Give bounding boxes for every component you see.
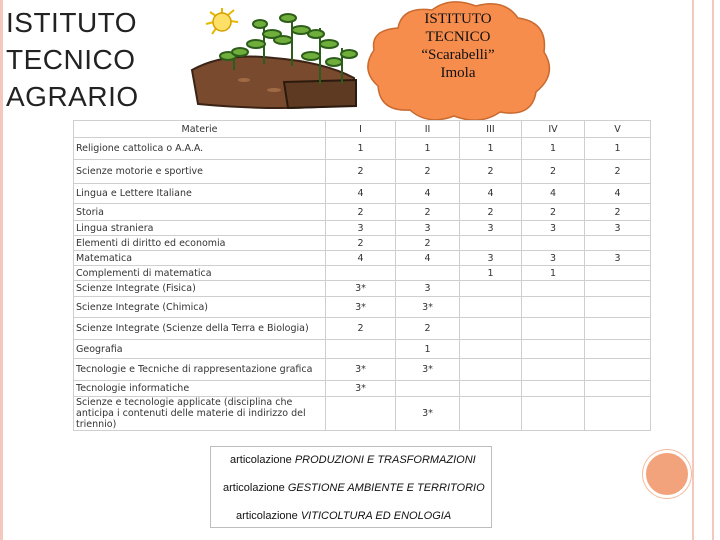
table-row (74, 204, 651, 221)
hours-cell (522, 397, 585, 431)
hours-cell: 4 (326, 251, 396, 266)
hours-cell (522, 359, 585, 381)
subjects-table (73, 120, 651, 431)
hours-cell: 2 (326, 204, 396, 221)
table-row (74, 184, 651, 204)
hours-cell: 2 (396, 236, 460, 251)
hours-cell: 3 (522, 221, 585, 236)
subject-name-cell: Complementi di matematica (74, 266, 326, 281)
subject-name-cell: Storia (74, 204, 326, 221)
hours-cell: 1 (522, 138, 585, 160)
hours-cell (585, 381, 651, 397)
subject-name-cell: Scienze e tecnologie applicate (disciplina che anticipa i contenuti delle materie di indirizzo del triennio) (74, 397, 326, 431)
hours-cell (396, 266, 460, 281)
hours-cell: 2 (396, 318, 460, 340)
subject-name-cell: Geografia (74, 340, 326, 359)
table-row (74, 221, 651, 236)
callout-line: ISTITUTO (424, 11, 492, 27)
table-row (74, 359, 651, 381)
hours-cell (460, 397, 522, 431)
hours-cell: 2 (585, 160, 651, 184)
subject-name-cell: Religione cattolica o A.A.A. (74, 138, 326, 160)
hours-cell: 1 (396, 138, 460, 160)
table-row (74, 236, 651, 251)
hours-cell: 2 (396, 160, 460, 184)
table-row (74, 318, 651, 340)
hours-cell: 4 (460, 184, 522, 204)
hours-cell: 3* (396, 297, 460, 318)
slide-title (6, 4, 139, 115)
hours-cell: 1 (326, 138, 396, 160)
column-header-year-1: I (326, 121, 396, 138)
hours-cell: 3 (326, 221, 396, 236)
subject-name-cell: Scienze Integrate (Fisica) (74, 281, 326, 297)
hours-cell: 3* (326, 359, 396, 381)
hours-cell: 4 (522, 184, 585, 204)
hours-cell: 3* (396, 359, 460, 381)
subject-name-cell: Matematica (74, 251, 326, 266)
hours-cell: 3 (460, 221, 522, 236)
column-header-year-4: IV (522, 121, 585, 138)
callout-line: Imola (440, 65, 476, 81)
hours-cell: 3 (585, 221, 651, 236)
table-row (74, 340, 651, 359)
hours-cell (585, 340, 651, 359)
hours-cell: 3* (326, 297, 396, 318)
hours-cell (326, 340, 396, 359)
hours-cell: 3* (326, 381, 396, 397)
hours-cell: 4 (396, 251, 460, 266)
callout-line: “Scarabelli” (421, 47, 495, 63)
table-row (74, 266, 651, 281)
hours-cell (460, 318, 522, 340)
hours-cell: 3 (585, 251, 651, 266)
table-row (74, 281, 651, 297)
hours-cell: 3 (396, 281, 460, 297)
articolazione-item (223, 482, 485, 494)
decorative-circle (643, 450, 691, 498)
hours-cell: 2 (326, 160, 396, 184)
hours-cell: 2 (585, 204, 651, 221)
hours-cell: 2 (460, 204, 522, 221)
hours-cell: 2 (522, 204, 585, 221)
hours-cell: 2 (396, 204, 460, 221)
subject-name-cell: Lingua straniera (74, 221, 326, 236)
articolazione-item (230, 454, 476, 466)
articolazione-name: VITICOLTURA ED ENOLOGIA (300, 510, 452, 522)
hours-cell: 4 (396, 184, 460, 204)
plants-and-sun-clipart (184, 0, 364, 112)
hours-cell (522, 236, 585, 251)
callout-line: TECNICO (425, 29, 491, 45)
hours-cell: 1 (522, 266, 585, 281)
hours-cell: 1 (460, 266, 522, 281)
table-row (74, 160, 651, 184)
slide-frame-left (0, 0, 3, 540)
hours-cell: 2 (460, 160, 522, 184)
hours-cell (585, 397, 651, 431)
hours-cell (585, 318, 651, 340)
hours-cell: 1 (585, 138, 651, 160)
hours-cell (460, 281, 522, 297)
hours-cell: 3 (396, 221, 460, 236)
subject-name-cell: Scienze motorie e sportive (74, 160, 326, 184)
hours-cell: 3 (522, 251, 585, 266)
table-header-row (74, 121, 651, 138)
subject-name-cell: Lingua e Lettere Italiane (74, 184, 326, 204)
articolazione-prefix: articolazione (236, 510, 298, 522)
slide-frame-right-outer (712, 0, 714, 540)
hours-cell (460, 297, 522, 318)
title-line: ISTITUTO (6, 7, 138, 38)
title-line: TECNICO (6, 44, 136, 75)
articolazione-item (236, 510, 451, 522)
hours-cell: 2 (326, 236, 396, 251)
hours-cell (522, 318, 585, 340)
hours-cell: 4 (585, 184, 651, 204)
callout-text (383, 10, 533, 82)
subject-name-cell: Scienze Integrate (Scienze della Terra e Biologia) (74, 318, 326, 340)
hours-cell: 1 (396, 340, 460, 359)
table-row (74, 251, 651, 266)
hours-cell: 4 (326, 184, 396, 204)
hours-cell (585, 236, 651, 251)
subject-name-cell: Tecnologie e Tecniche di rappresentazione grafica (74, 359, 326, 381)
hours-cell (585, 297, 651, 318)
table-row (74, 381, 651, 397)
subject-name-cell: Scienze Integrate (Chimica) (74, 297, 326, 318)
articolazione-name: PRODUZIONI E TRASFORMAZIONI (294, 454, 476, 466)
title-line: AGRARIO (6, 81, 139, 112)
column-header-year-2: II (396, 121, 460, 138)
hours-cell (396, 381, 460, 397)
hours-cell (585, 281, 651, 297)
hours-cell (522, 381, 585, 397)
table-row (74, 397, 651, 431)
column-header-year-5: V (585, 121, 651, 138)
hours-cell: 3 (460, 251, 522, 266)
hours-cell (460, 236, 522, 251)
hours-cell (522, 297, 585, 318)
articolazione-name: GESTIONE AMBIENTE E TERRITORIO (287, 482, 485, 494)
hours-cell (460, 340, 522, 359)
hours-cell (585, 266, 651, 281)
hours-cell: 3* (396, 397, 460, 431)
subjects-table-container (73, 120, 650, 438)
articolazione-prefix: articolazione (230, 454, 292, 466)
articolazione-prefix: articolazione (223, 482, 285, 494)
hours-cell: 3* (326, 281, 396, 297)
hours-cell (460, 381, 522, 397)
hours-cell (326, 266, 396, 281)
column-header-materie: Materie (74, 121, 326, 138)
subject-name-cell: Elementi di diritto ed economia (74, 236, 326, 251)
hours-cell (585, 359, 651, 381)
hours-cell (522, 340, 585, 359)
subject-name-cell: Tecnologie informatiche (74, 381, 326, 397)
hours-cell (326, 397, 396, 431)
table-row (74, 138, 651, 160)
hours-cell (522, 281, 585, 297)
hours-cell (460, 359, 522, 381)
slide-frame-right (692, 0, 694, 540)
hours-cell: 2 (522, 160, 585, 184)
hours-cell: 1 (460, 138, 522, 160)
column-header-year-3: III (460, 121, 522, 138)
hours-cell: 2 (326, 318, 396, 340)
table-row (74, 297, 651, 318)
